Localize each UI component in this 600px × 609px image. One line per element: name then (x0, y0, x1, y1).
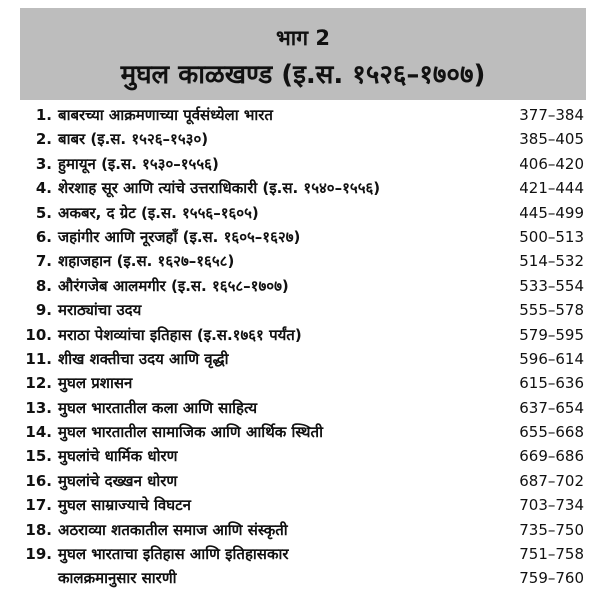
chapter-number: 14. (25, 423, 52, 442)
chapter-number: 6. (35, 227, 52, 246)
chapter-title: मुघल भारताचा इतिहास आणि इतिहासकार (58, 545, 289, 564)
page-range: 421–444 (519, 179, 584, 198)
chapter-title: मुघल साम्राज्याचे विघटन (58, 496, 191, 515)
chapter-number: 7. (35, 252, 52, 271)
toc-entry[interactable] (14, 298, 586, 322)
chapter-title: बाबर (इ.स. १५२६–१५३०) (58, 130, 209, 149)
chapter-title: अकबर, द ग्रेट (इ.स. १५५६–१६०५) (58, 203, 259, 222)
page-range: 445–499 (519, 203, 584, 222)
part-header (20, 8, 586, 100)
chapter-title: हुमायून (इ.स. १५३०–१५५६) (58, 154, 219, 173)
chapter-number: 16. (25, 471, 52, 490)
chapter-title: मुघल प्रशासन (58, 374, 133, 393)
chapter-number: 12. (25, 374, 52, 393)
chapter-number: 2. (35, 130, 52, 149)
chapter-number: 8. (35, 276, 52, 295)
toc-entry[interactable] (14, 566, 586, 590)
table-of-contents (14, 103, 586, 591)
toc-entry[interactable] (14, 152, 586, 176)
page-range: 669–686 (519, 447, 584, 466)
toc-entry[interactable] (14, 127, 586, 151)
page-range: 406–420 (519, 154, 584, 173)
page-range: 655–668 (519, 423, 584, 442)
page-range: 500–513 (519, 227, 584, 246)
chapter-title: मराठा पेशव्यांचा इतिहास (इ.स.१७६१ पर्यंत) (58, 325, 302, 344)
chapter-number: 4. (35, 179, 52, 198)
part-label: भाग 2 (276, 26, 330, 50)
chapter-number: 13. (25, 398, 52, 417)
toc-entry[interactable] (14, 225, 586, 249)
chapter-title: मुघलांचे धार्मिक धोरण (58, 447, 178, 466)
toc-entry[interactable] (14, 469, 586, 493)
toc-entry[interactable] (14, 103, 586, 127)
toc-entry[interactable] (14, 249, 586, 273)
page-range: 735–750 (519, 520, 584, 539)
toc-entry[interactable] (14, 396, 586, 420)
toc-entry[interactable] (14, 176, 586, 200)
page-range: 637–654 (519, 398, 584, 417)
toc-entry[interactable] (14, 518, 586, 542)
page-range: 555–578 (519, 301, 584, 320)
chapter-number: 5. (35, 203, 52, 222)
page-range: 385–405 (519, 130, 584, 149)
toc-entry[interactable] (14, 420, 586, 444)
page-range: 703–734 (519, 496, 584, 515)
chapter-title: जहांगीर आणि नूरजहाँ (इ.स. १६०५–१६२७) (58, 227, 301, 246)
page-range: 596–614 (519, 349, 584, 368)
toc-entry[interactable] (14, 274, 586, 298)
chapter-title: मुघल भारतातील कला आणि साहित्य (58, 398, 258, 417)
page-range: 615–636 (519, 374, 584, 393)
part-title: मुघल काळखण्ड (इ.स. १५२६–१७०७) (120, 60, 486, 90)
toc-entry[interactable] (14, 542, 586, 566)
chapter-title: अठराव्या शतकातील समाज आणि संस्कृती (58, 520, 288, 539)
chapter-number: 17. (25, 496, 52, 515)
toc-entry[interactable] (14, 493, 586, 517)
chapter-title: बाबरच्या आक्रमणाच्या पूर्वसंध्येला भारत (58, 106, 273, 124)
chapter-number: 19. (25, 545, 52, 564)
toc-entry[interactable] (14, 347, 586, 371)
chapter-title: शीख शक्तीचा उदय आणि वृद्धी (58, 349, 229, 368)
page-range: 514–532 (519, 252, 584, 271)
toc-entry[interactable] (14, 444, 586, 468)
toc-entry[interactable] (14, 371, 586, 395)
chapter-title: शहाजहान (इ.स. १६२७–१६५८) (58, 252, 235, 271)
toc-entry[interactable] (14, 201, 586, 225)
page-range: 687–702 (519, 471, 584, 490)
page-range: 759–760 (519, 569, 584, 588)
chapter-number: 9. (35, 301, 52, 320)
page-range: 533–554 (519, 276, 584, 295)
chapter-number: 1. (35, 106, 52, 124)
chapter-title: मुघल भारतातील सामाजिक आणि आर्थिक स्थिती (58, 423, 323, 442)
chapter-title: मराठ्यांचा उदय (58, 301, 142, 320)
chapter-title: मुघलांचे दख्खन धोरण (58, 471, 178, 490)
chapter-number: 18. (25, 520, 52, 539)
chapter-number: 15. (25, 447, 52, 466)
chapter-number: 3. (35, 154, 52, 173)
chapter-title: शेरशाह सूर आणि त्यांचे उत्तराधिकारी (इ.स. १५४०–१५५६) (58, 179, 381, 198)
toc-entry[interactable] (14, 323, 586, 347)
chapter-number: 11. (25, 349, 52, 368)
chapter-number: 10. (25, 325, 52, 344)
chapter-title: कालक्रमानुसार सारणी (58, 569, 177, 588)
page-range: 377–384 (519, 106, 584, 124)
page-range: 751–758 (519, 545, 584, 564)
page-range: 579–595 (519, 325, 584, 344)
chapter-title: औरंगजेब आलमगीर (इ.स. १६५८–१७०७) (58, 276, 289, 295)
